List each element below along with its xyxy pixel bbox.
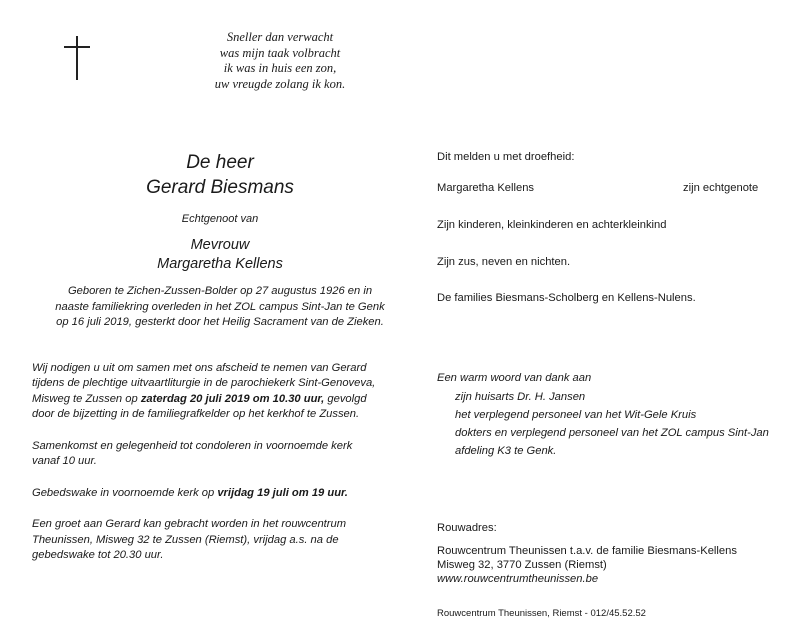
family-spouse-role: zijn echtgenote <box>683 182 759 194</box>
spouse-relation: Echtgenoot van <box>181 213 259 225</box>
funeral-date: zaterdag 20 juli 2019 om 10.30 uur, <box>140 392 325 405</box>
wake-text: Gebedswake in voornoemde kerk op vrijdag 19 juli om 19 uur. <box>32 486 348 499</box>
spouse-prefix: Mevrouw <box>190 237 250 253</box>
announce-text: Dit melden u met droefheid: <box>437 151 575 163</box>
life-line: op 16 juli 2019, gesterkt door het Heilig Sacrament van de Zieken. <box>56 316 384 328</box>
thanks-line: dokters en verplegend personeel van het ZOL campus Sint-Jan <box>455 427 769 439</box>
poem-line: ik was in huis een zon, <box>223 61 337 75</box>
footer-text: Rouwcentrum Theunissen, Riemst - 012/45.52.52 <box>437 608 646 619</box>
poem-line: Sneller dan verwacht <box>226 30 334 44</box>
greeting-line: Theunissen, Misweg 32 te Zussen (Riemst), vrijdag a.s. na de <box>32 533 339 546</box>
greeting-text <box>30 517 410 564</box>
invite-line: tijdens de plechtige uitvaartliturgie in de parochiekerk Sint-Genoveva, <box>32 377 376 389</box>
address-line: Misweg 32, 3770 Zussen (Riemst) <box>437 559 607 571</box>
family-spouse-name: Margaretha Kellens <box>437 182 535 194</box>
poem <box>180 30 380 92</box>
gathering-line: Samenkomst en gelegenheid tot condoleren in voornoemde kerk <box>32 439 353 452</box>
left-column <box>30 150 410 564</box>
poem-line: was mijn taak volbracht <box>219 45 341 60</box>
family-families: De families Biesmans-Scholberg en Kellens-Nulens. <box>437 292 696 304</box>
gathering-line: vanaf 10 uur. <box>32 455 97 467</box>
deceased-prefix: De heer <box>186 152 254 173</box>
invite-text <box>30 361 410 423</box>
poem-line: uw vreugde zolang ik kon. <box>214 76 346 91</box>
thanks-line: het verplegend personeel van het Wit-Gele Kruis <box>455 409 697 421</box>
life-line: Geboren te Zichen-Zussen-Bolder op 27 augustus 1926 en in <box>67 285 373 297</box>
greeting-line: gebedswake tot 20.30 uur. <box>32 549 164 561</box>
family-children: Zijn kinderen, kleinkinderen en achterkleinkind <box>437 219 667 231</box>
invite-line: Misweg te Zussen op zaterdag 20 juli 2019 om 10.30 uur, gevolgd <box>32 392 367 405</box>
thanks-intro: Een warm woord van dank aan <box>437 372 592 384</box>
thanks-line: zijn huisarts Dr. H. Jansen <box>455 391 586 403</box>
spouse-name: Margaretha Kellens <box>157 256 283 272</box>
gathering-text <box>30 439 410 470</box>
invite-line: door de bijzetting in de familiegrafkelder op het kerkhof te Zussen. <box>32 408 360 420</box>
address-label: Rouwadres: <box>437 522 497 534</box>
life-text <box>30 284 410 331</box>
family-siblings: Zijn zus, neven en nichten. <box>437 256 571 268</box>
address-line: Rouwcentrum Theunissen t.a.v. de familie Biesmans-Kellens <box>437 545 737 557</box>
life-line: naaste familiekring overleden in het ZOL campus Sint-Jan te Genk <box>55 300 385 313</box>
thanks-line: afdeling K3 te Genk. <box>455 445 557 457</box>
invite-line: Wij nodigen u uit om samen met ons afscheid te nemen van Gerard <box>32 361 367 374</box>
cross-icon <box>62 36 92 80</box>
greeting-line: Een groet aan Gerard kan gebracht worden in het rouwcentrum <box>32 518 347 530</box>
deceased-name: Gerard Biesmans <box>146 177 294 198</box>
wake-date: vrijdag 19 juli om 19 uur. <box>217 486 348 499</box>
address-website-link[interactable]: www.rouwcentrumtheunissen.be <box>437 573 599 585</box>
